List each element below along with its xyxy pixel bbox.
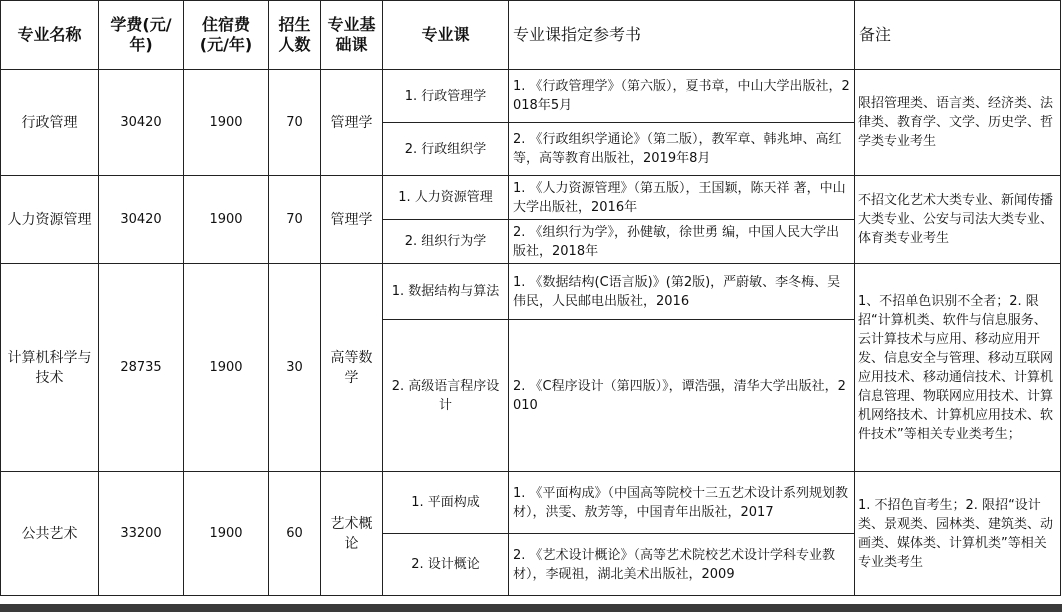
header-reference-books: 专业课指定参考书 (509, 1, 855, 70)
specialty-course: 1. 数据结构与算法 (383, 264, 509, 320)
specialty-course: 2. 高级语言程序设计 (383, 320, 509, 472)
reference-book: 1. 《数据结构(C语言版)》(第2版)，严蔚敏、李冬梅、吴伟民，人民邮电出版社，2016 (509, 264, 855, 320)
specialty-course: 1. 行政管理学 (383, 70, 509, 123)
header-specialty-course: 专业课 (383, 1, 509, 70)
reference-book: 1. 《人力资源管理》（第五版），王国颖，陈天祥 著，中山大学出版社，2016年 (509, 176, 855, 220)
specialty-course: 2. 组织行为学 (383, 220, 509, 264)
reference-book: 1. 《平面构成》（中国高等院校十三五艺术设计系列规划教材），洪雯、敖芳等，中国青年出版社，2017 (509, 472, 855, 534)
lodging-value: 1900 (184, 264, 269, 472)
tuition-value: 30420 (99, 176, 184, 264)
base-course: 艺术概论 (321, 472, 383, 596)
major-name: 计算机科学与技术 (1, 264, 99, 472)
base-course: 高等数学 (321, 264, 383, 472)
enrollment-value: 70 (269, 70, 321, 176)
base-course: 管理学 (321, 176, 383, 264)
enrollment-value: 30 (269, 264, 321, 472)
specialty-course: 1. 人力资源管理 (383, 176, 509, 220)
tuition-value: 33200 (99, 472, 184, 596)
specialty-course: 1. 平面构成 (383, 472, 509, 534)
specialty-course: 2. 设计概论 (383, 534, 509, 596)
header-enrollment: 招生人数 (269, 1, 321, 70)
header-lodging: 住宿费(元/年) (184, 1, 269, 70)
table-row (1, 264, 1061, 320)
header-row (1, 1, 1061, 70)
reference-book: 2. 《行政组织学通论》（第二版），教军章、韩兆坤、高红等，高等教育出版社，2019年8月 (509, 123, 855, 176)
specialty-course: 2. 行政组织学 (383, 123, 509, 176)
base-course: 管理学 (321, 70, 383, 176)
lodging-value: 1900 (184, 70, 269, 176)
reference-book: 1. 《行政管理学》（第六版），夏书章，中山大学出版社，2018年5月 (509, 70, 855, 123)
table-row (1, 176, 1061, 220)
reference-book: 2. 《艺术设计概论》（高等艺术院校艺术设计学科专业教材），李砚祖，湖北美术出版社，2009 (509, 534, 855, 596)
enrollment-value: 60 (269, 472, 321, 596)
lodging-value: 1900 (184, 176, 269, 264)
header-base-course: 专业基础课 (321, 1, 383, 70)
major-name: 行政管理 (1, 70, 99, 176)
reference-book: 2. 《C程序设计（第四版）》，谭浩强，清华大学出版社，2010 (509, 320, 855, 472)
header-notes: 备注 (855, 1, 1061, 70)
lodging-value: 1900 (184, 472, 269, 596)
major-name: 人力资源管理 (1, 176, 99, 264)
enrollment-value: 70 (269, 176, 321, 264)
notes-cell: 1、不招单色识别不全者；2. 限招“计算机类、软件与信息服务、云计算技术与应用、移动应用开发、信息安全与管理、移动互联网应用技术、移动通信技术、计算机信息管理、物联网应用技术、计算机网络技术、计算机应用技术、软件技术”等相关专业类考生； (855, 264, 1061, 472)
tuition-value: 30420 (99, 70, 184, 176)
bottom-edge-band (0, 604, 1062, 612)
notes-cell: 不招文化艺术大类专业、新闻传播大类专业、公安与司法大类专业、体育类专业考生 (855, 176, 1061, 264)
major-name: 公共艺术 (1, 472, 99, 596)
tuition-value: 28735 (99, 264, 184, 472)
header-tuition: 学费(元/年) (99, 1, 184, 70)
table-row (1, 70, 1061, 123)
reference-book: 2. 《组织行为学》，孙健敏，徐世勇 编，中国人民大学出版社，2018年 (509, 220, 855, 264)
table-row (1, 472, 1061, 534)
header-major-name: 专业名称 (1, 1, 99, 70)
notes-cell: 限招管理类、语言类、经济类、法律类、教育学、文学、历史学、哲学类专业考生 (855, 70, 1061, 176)
notes-cell: 1. 不招色盲考生；2. 限招“设计类、景观类、园林类、建筑类、动画类、媒体类、计算机类”等相关专业类考生 (855, 472, 1061, 596)
